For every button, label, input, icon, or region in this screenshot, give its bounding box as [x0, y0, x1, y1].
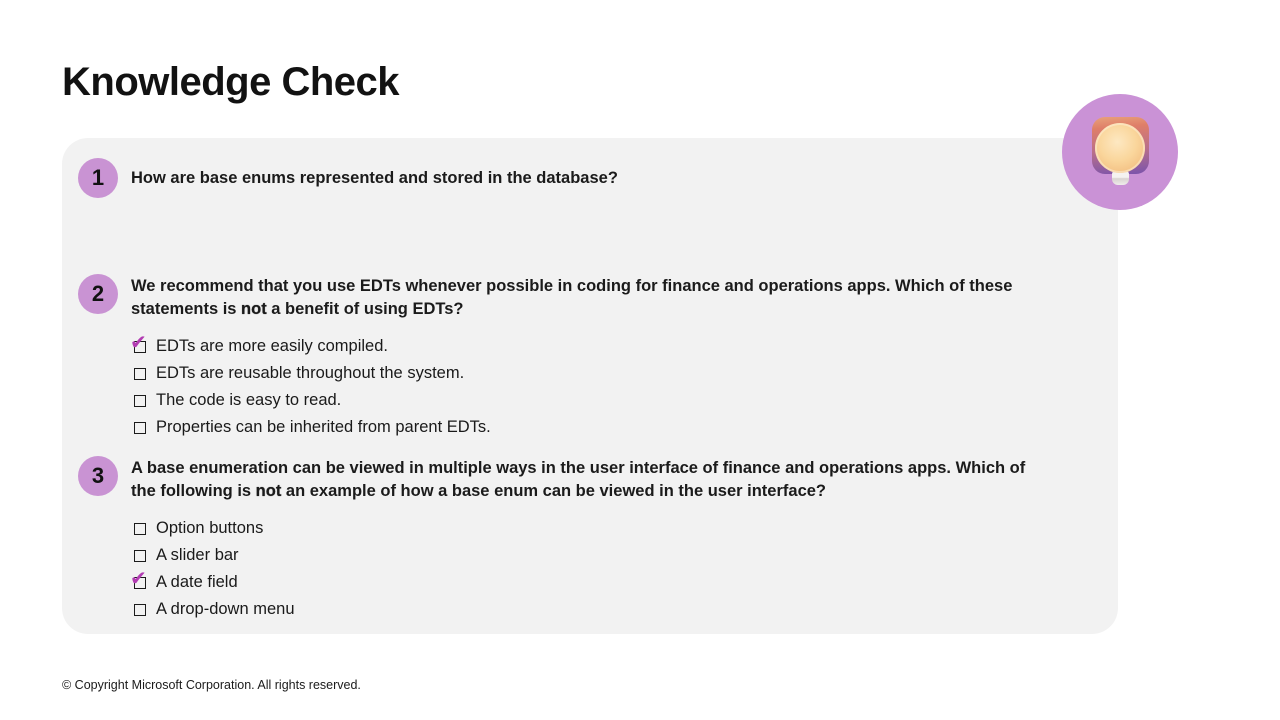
question-number-badge: 3: [78, 456, 118, 496]
option-label: EDTs are reusable throughout the system.: [156, 364, 465, 382]
checkbox-icon[interactable]: [134, 395, 146, 407]
checkbox-icon[interactable]: [134, 550, 146, 562]
checkbox-icon[interactable]: [134, 523, 146, 535]
checkbox-checked-icon[interactable]: [130, 567, 147, 590]
question-text-segment: a benefit of using EDTs?: [266, 300, 464, 318]
checkbox-icon[interactable]: [134, 604, 146, 616]
option-label: A drop-down menu: [156, 600, 295, 618]
option-label: Option buttons: [156, 519, 264, 537]
option-label: Properties can be inherited from parent EDTs.: [156, 418, 491, 436]
lightbulb-badge: [1062, 94, 1178, 210]
checkbox-icon[interactable]: [134, 368, 146, 380]
question-2: [78, 274, 1094, 441]
question-body: [131, 456, 1036, 623]
page-title: Knowledge Check: [62, 60, 400, 104]
options-list: [131, 515, 1036, 623]
question-text: [131, 457, 1036, 503]
questions-list: [78, 158, 1094, 623]
question-text-emphasis: not: [255, 482, 282, 500]
question-1: [78, 158, 1094, 198]
answer-option[interactable]: [131, 596, 1036, 623]
check-mark-icon: ✔: [130, 331, 147, 354]
answer-option[interactable]: [131, 360, 1036, 387]
answer-option[interactable]: [131, 387, 1036, 414]
question-body: [131, 274, 1036, 441]
question-3: [78, 456, 1094, 623]
question-text: [131, 167, 618, 190]
lightbulb-icon: [1092, 117, 1149, 174]
question-text: [131, 275, 1036, 321]
question-text-emphasis: not: [241, 300, 267, 318]
option-label: EDTs are more easily compiled.: [156, 337, 388, 355]
question-number-badge: 2: [78, 274, 118, 314]
bulb-glass: [1095, 123, 1145, 173]
option-label: A date field: [156, 573, 238, 591]
check-mark-icon: ✔: [130, 567, 147, 590]
question-text-segment: We recommend that you use EDTs whenever possible in coding for finance and operations apps. Which of these statements is: [131, 277, 1013, 318]
checkbox-checked-icon[interactable]: [130, 331, 147, 354]
bulb-base: [1112, 171, 1129, 185]
option-label: A slider bar: [156, 546, 239, 564]
question-number-badge: 1: [78, 158, 118, 198]
answer-option[interactable]: [131, 515, 1036, 542]
question-text-segment: How are base enums represented and stored in the database?: [131, 169, 618, 187]
copyright-text: © Copyright Microsoft Corporation. All rights reserved.: [62, 678, 361, 692]
question-body: [131, 158, 618, 198]
answer-option[interactable]: [131, 542, 1036, 569]
question-text-segment: A base enumeration can be viewed in multiple ways in the user interface of finance and operations apps. Which of the following is: [131, 459, 1026, 500]
options-list: [131, 333, 1036, 441]
answer-option[interactable]: [131, 569, 1036, 596]
question-text-segment: an example of how a base enum can be viewed in the user interface?: [281, 482, 826, 500]
questions-panel: [62, 138, 1118, 634]
answer-option[interactable]: [131, 333, 1036, 360]
answer-option[interactable]: [131, 414, 1036, 441]
checkbox-icon[interactable]: [134, 422, 146, 434]
option-label: The code is easy to read.: [156, 391, 342, 409]
